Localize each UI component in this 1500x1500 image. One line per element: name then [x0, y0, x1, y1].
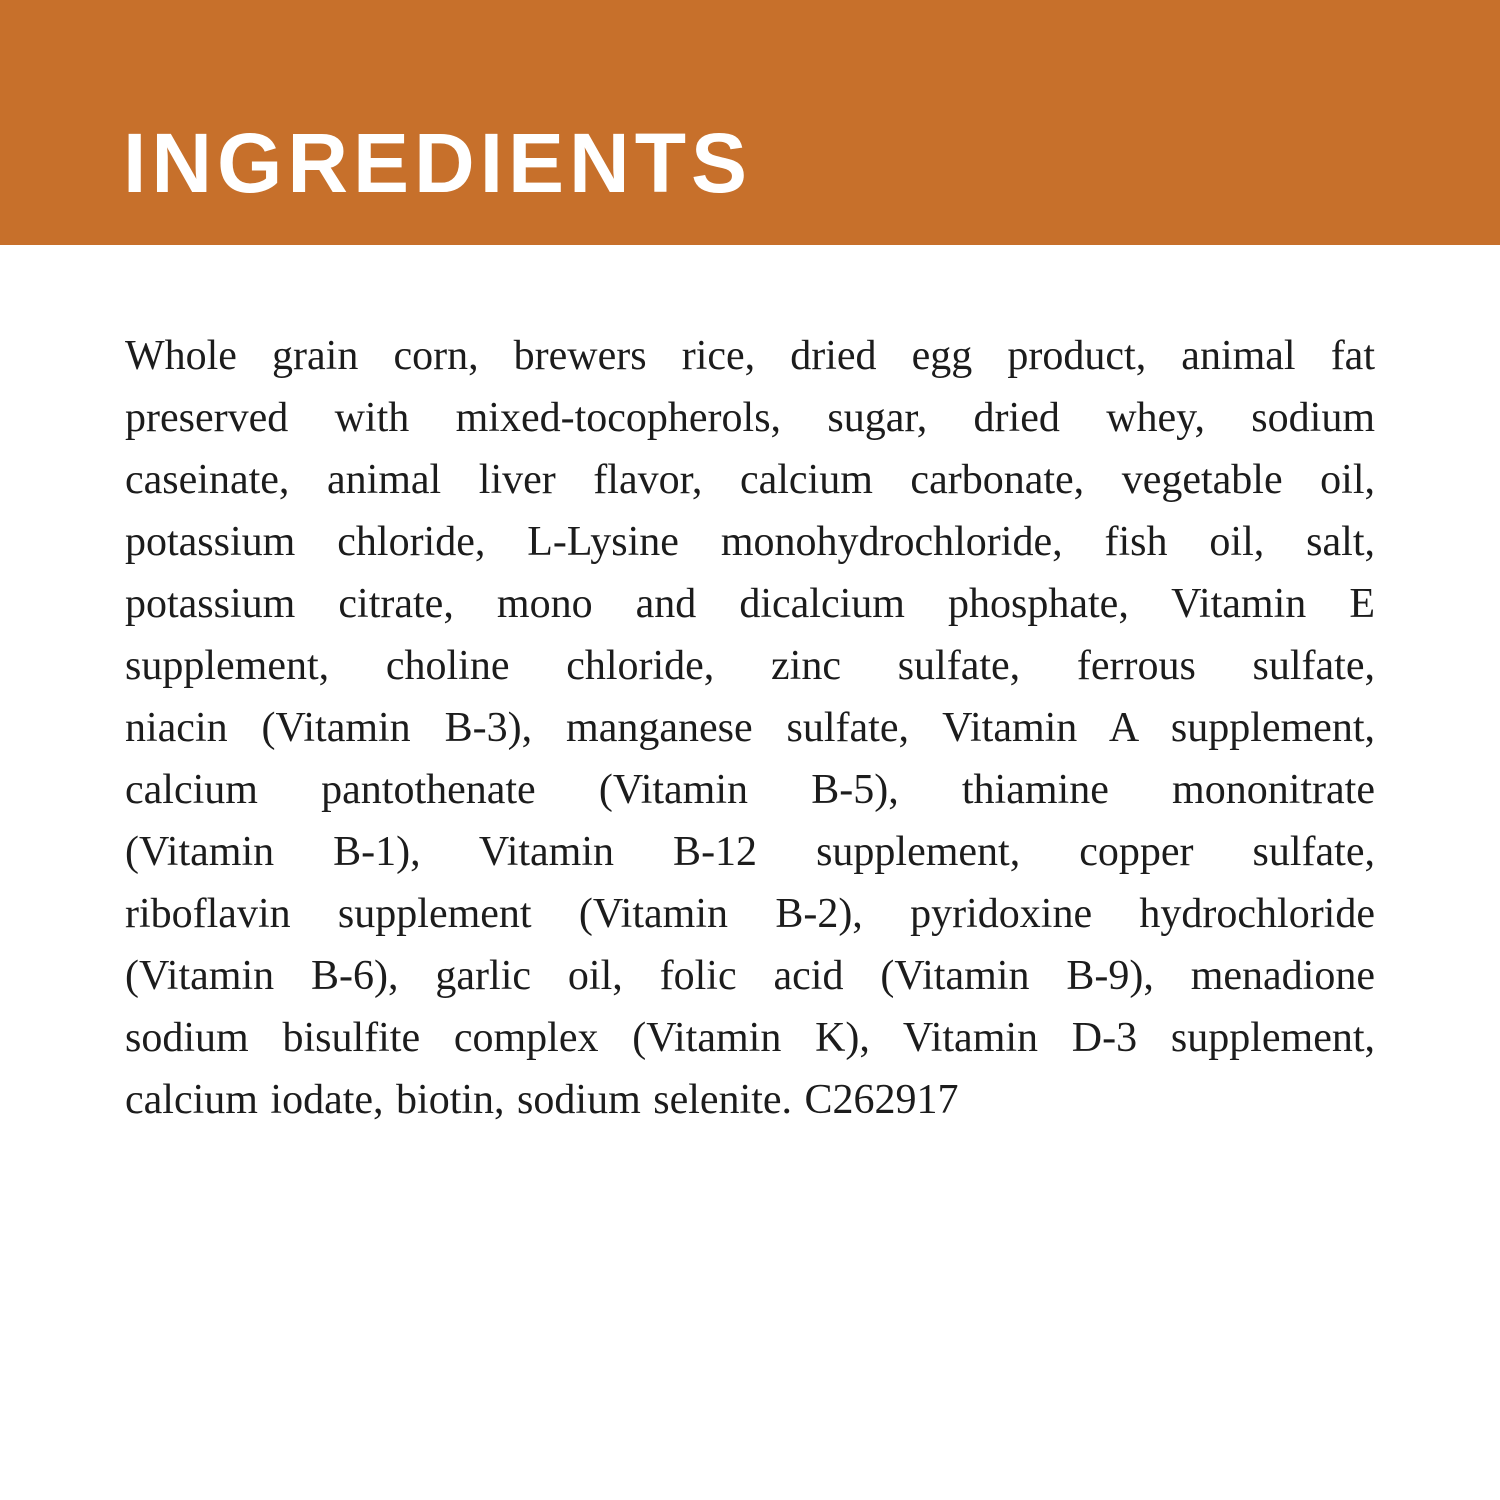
ingredients-line: (Vitamin B-1), Vitamin B-12 supplement, copper sulfate, — [125, 829, 1375, 875]
ingredients-line: (Vitamin B-6), garlic oil, folic acid (Vitamin B-9), menadione — [125, 953, 1375, 999]
ingredients-line: sodium bisulfite complex (Vitamin K), Vitamin D-3 supplement, — [125, 1015, 1375, 1061]
ingredients-line: Whole grain corn, brewers rice, dried egg product, animal fat — [125, 333, 1375, 379]
page-title: INGREDIENTS — [123, 116, 753, 210]
ingredients-paragraph — [125, 245, 1375, 1131]
ingredients-header-band — [0, 0, 1500, 245]
ingredients-line: calcium pantothenate (Vitamin B-5), thiamine mononitrate — [125, 767, 1375, 813]
ingredients-line: preserved with mixed-tocopherols, sugar, dried whey, sodium — [125, 395, 1375, 441]
ingredients-line: riboflavin supplement (Vitamin B-2), pyridoxine hydrochloride — [125, 891, 1375, 937]
ingredients-line: supplement, choline chloride, zinc sulfate, ferrous sulfate, — [125, 643, 1375, 689]
ingredients-line: niacin (Vitamin B-3), manganese sulfate, Vitamin A supplement, — [125, 705, 1375, 751]
ingredients-line: caseinate, animal liver flavor, calcium carbonate, vegetable oil, — [125, 457, 1375, 503]
ingredients-line: potassium chloride, L-Lysine monohydrochloride, fish oil, salt, — [125, 519, 1375, 565]
ingredients-line: potassium citrate, mono and dicalcium phosphate, Vitamin E — [125, 581, 1375, 627]
ingredients-line: calcium iodate, biotin, sodium selenite. C262917 — [125, 1077, 959, 1123]
